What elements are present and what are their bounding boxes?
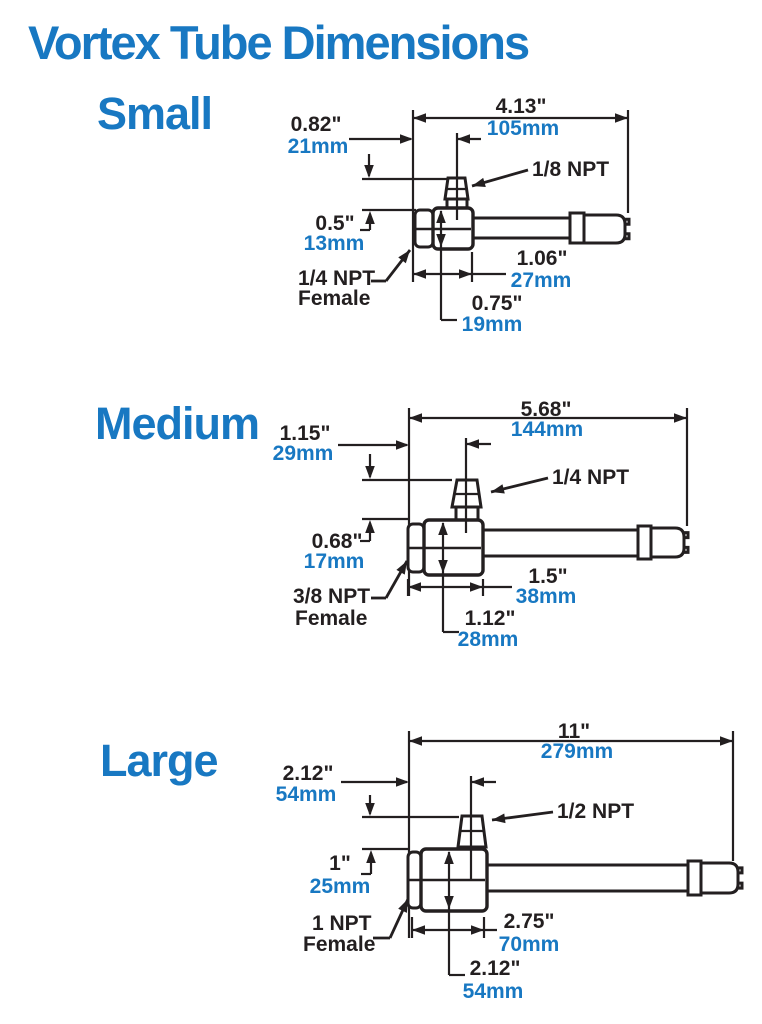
arrowhead xyxy=(674,413,687,423)
large-body-height-mm: 54mm xyxy=(462,980,524,1003)
medium-diagram xyxy=(0,390,762,670)
small-body-height-mm: 19mm xyxy=(461,313,523,336)
arrowhead xyxy=(396,440,409,450)
small-body-width-mm: 27mm xyxy=(510,269,572,292)
small-body-height-inch: 0.75" xyxy=(471,292,523,315)
small-inlet-offset-inch: 0.82" xyxy=(290,113,342,136)
muffler-collar xyxy=(570,213,584,243)
arrowhead xyxy=(492,814,506,824)
arrowhead xyxy=(413,269,426,279)
medium-inlet-height-inch: 0.68" xyxy=(311,530,363,553)
arrowhead xyxy=(720,736,733,746)
small-inlet-height-mm: 13mm xyxy=(303,232,365,255)
large-inlet-height-mm: 25mm xyxy=(309,875,371,898)
arrowhead xyxy=(409,413,422,423)
arrowhead xyxy=(409,736,422,746)
medium-inlet-offset-mm: 29mm xyxy=(272,442,334,465)
arrowhead xyxy=(365,466,375,479)
large-body-width-mm: 70mm xyxy=(498,933,560,956)
large-outlet-thread-2: Female xyxy=(303,933,376,956)
arrowhead xyxy=(365,803,375,816)
page-title: Vortex Tube Dimensions xyxy=(28,16,529,69)
large-diagram xyxy=(0,695,762,1024)
section-label-large: Large xyxy=(100,735,218,786)
medium-body-height-mm: 28mm xyxy=(457,628,519,651)
large-outlet-thread: 1 NPT xyxy=(312,912,372,935)
small-inlet-height-inch: 0.5" xyxy=(315,212,355,235)
small-outlet-thread-2: Female xyxy=(298,287,371,310)
small-inlet-offset-mm: 21mm xyxy=(287,135,349,158)
large-body-width-inch: 2.75" xyxy=(503,910,555,933)
large-inlet-offset-mm: 54mm xyxy=(275,783,337,806)
muffler xyxy=(701,863,742,893)
arrowhead xyxy=(471,777,484,787)
arrowhead xyxy=(491,484,505,493)
arrowhead xyxy=(364,165,374,178)
small-inlet-thread: 1/8 NPT xyxy=(532,158,610,181)
large-inlet-offset-inch: 2.12" xyxy=(282,762,334,785)
medium-inlet-height-mm: 17mm xyxy=(303,550,365,573)
arrowhead xyxy=(413,113,426,123)
small-overall-inch: 4.13" xyxy=(495,95,547,118)
tube xyxy=(480,530,640,556)
large-inlet-thread: 1/2 NPT xyxy=(557,800,635,823)
muffler xyxy=(584,215,629,243)
arrowhead xyxy=(400,134,413,144)
medium-body-height-inch: 1.12" xyxy=(464,607,516,630)
arrowhead xyxy=(466,439,479,449)
tube xyxy=(470,218,572,238)
muffler-collar xyxy=(638,526,651,559)
muffler xyxy=(651,528,688,557)
small-overall-mm: 105mm xyxy=(486,117,560,140)
medium-inlet-thread: 1/4 NPT xyxy=(552,466,630,489)
small-outlet-thread: 1/4 NPT xyxy=(298,267,376,290)
medium-overall-mm: 144mm xyxy=(510,418,584,441)
muffler-collar xyxy=(688,861,701,895)
small-diagram xyxy=(0,85,762,348)
medium-inlet-offset-inch: 1.15" xyxy=(279,422,331,445)
arrowhead xyxy=(471,925,484,935)
arrowhead xyxy=(459,269,472,279)
medium-body-width-inch: 1.5" xyxy=(528,565,568,588)
large-overall-mm: 279mm xyxy=(540,740,614,763)
medium-outlet-thread: 3/8 NPT xyxy=(293,585,371,608)
arrowhead xyxy=(396,777,409,787)
small-body-width-inch: 1.06" xyxy=(516,247,568,270)
large-body-height-inch: 2.12" xyxy=(469,957,521,980)
arrowhead xyxy=(470,582,483,592)
large-inlet-height-inch: 1" xyxy=(329,852,351,875)
arrowhead xyxy=(457,134,470,144)
section-label-small: Small xyxy=(97,88,213,139)
arrowhead xyxy=(472,178,486,187)
large-overall-inch: 11" xyxy=(557,720,591,743)
arrowhead xyxy=(615,113,628,123)
arrowhead xyxy=(412,925,425,935)
medium-outlet-thread-2: Female xyxy=(295,607,368,630)
section-label-medium: Medium xyxy=(95,398,260,449)
tube xyxy=(484,865,690,891)
arrowhead xyxy=(396,561,407,575)
medium-overall-inch: 5.68" xyxy=(520,398,572,421)
medium-body-width-mm: 38mm xyxy=(515,585,577,608)
